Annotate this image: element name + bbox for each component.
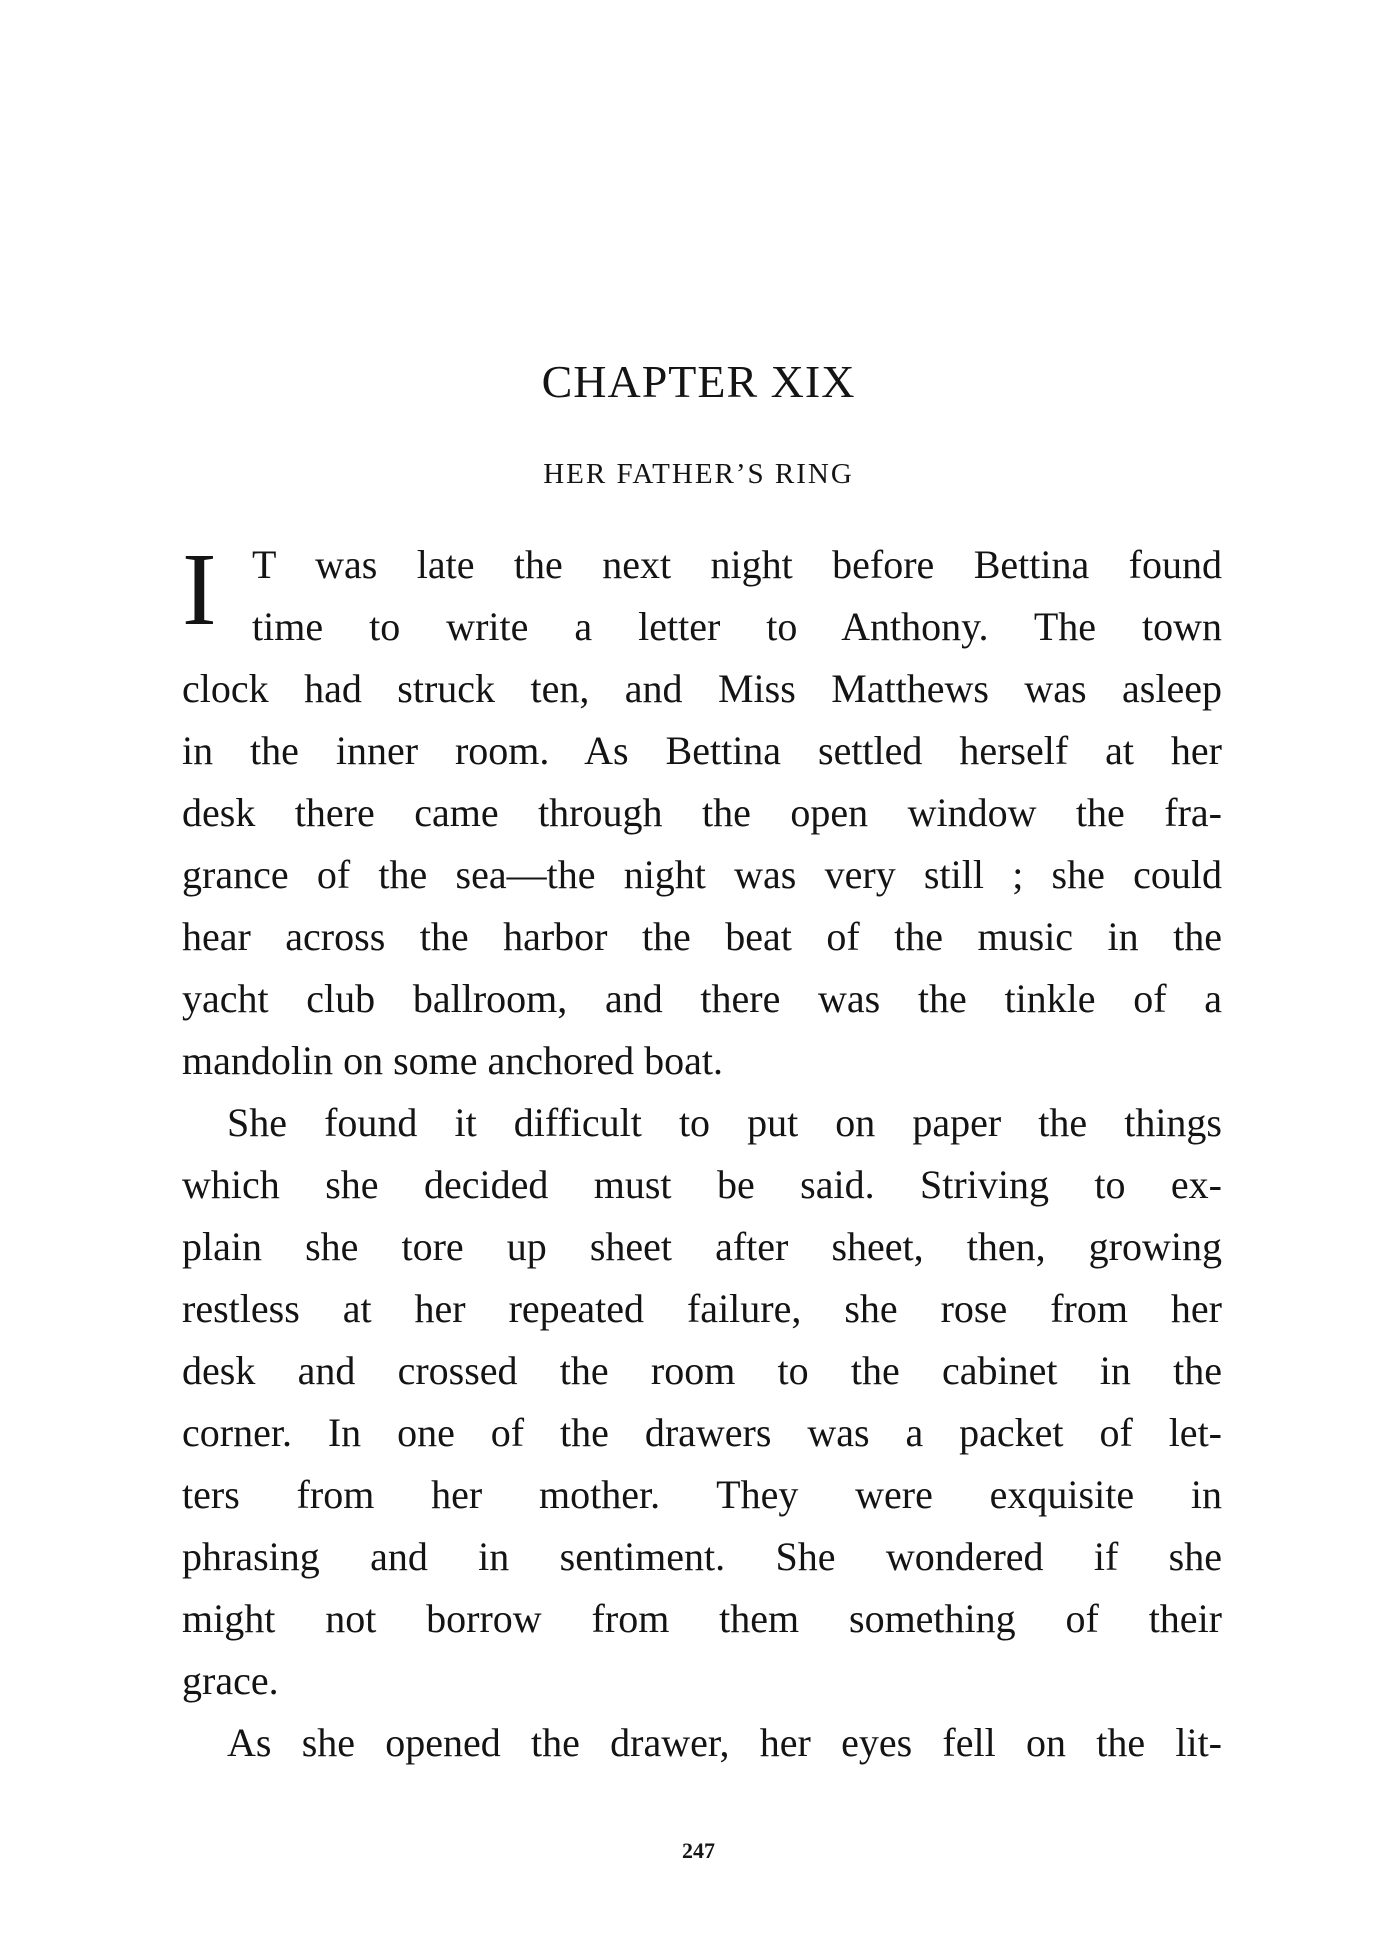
text-line: mandolin on some anchored boat.: [182, 1038, 723, 1083]
text-line: phrasing and in sentiment. She wondered if she: [182, 1534, 1222, 1579]
text-line: which she decided must be said. Striving to ex-: [182, 1162, 1222, 1207]
paragraph-1: [182, 534, 1222, 1092]
text-line: She found it difficult to put on paper the things: [227, 1100, 1222, 1145]
text-line: grace.: [182, 1658, 279, 1703]
text-line: restless at her repeated failure, she rose from her: [182, 1286, 1222, 1331]
text-line: T was late the next night before Bettina found: [252, 542, 1222, 587]
text-line: in the inner room. As Bettina settled herself at her: [182, 728, 1222, 773]
text-line: time to write a letter to Anthony. The town: [252, 604, 1222, 649]
paragraph-3: [182, 1712, 1222, 1774]
text-line: As she opened the drawer, her eyes fell on the lit-: [227, 1720, 1222, 1765]
text-line: desk there came through the open window the fra-: [182, 790, 1222, 835]
text-line: hear across the harbor the beat of the music in the: [182, 914, 1222, 959]
paragraph-2: [182, 1092, 1222, 1712]
text-line: ters from her mother. They were exquisite in: [182, 1472, 1222, 1517]
text-line: clock had struck ten, and Miss Matthews was asleep: [182, 666, 1222, 711]
text-line: might not borrow from them something of their: [182, 1596, 1222, 1641]
chapter-title: CHAPTER XIX: [541, 356, 856, 407]
page-number: 247: [682, 1838, 715, 1863]
text-line: corner. In one of the drawers was a packet of let-: [182, 1410, 1222, 1455]
drop-cap: I: [182, 532, 217, 647]
chapter-subtitle: HER FATHER’S RING: [543, 458, 854, 490]
text-line: desk and crossed the room to the cabinet in the: [182, 1348, 1222, 1393]
text-line: plain she tore up sheet after sheet, then, growing: [182, 1224, 1222, 1269]
text-line: grance of the sea—the night was very still ; she could: [182, 852, 1222, 897]
text-line: yacht club ballroom, and there was the tinkle of a: [182, 976, 1222, 1021]
